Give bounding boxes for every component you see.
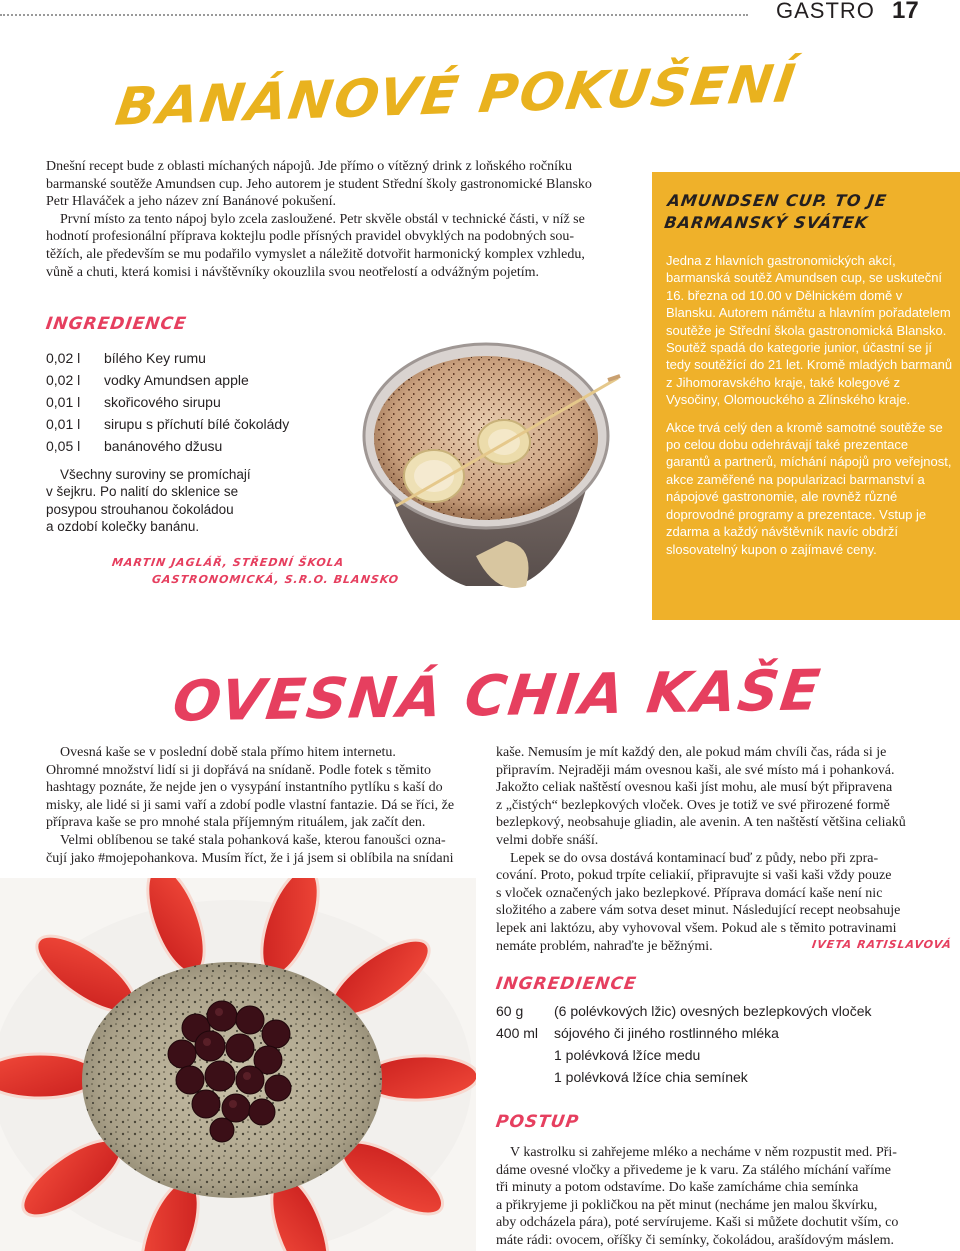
article1-author-line2: GASTRONOMICKÁ, S.R.O. BLANSKO — [151, 573, 400, 586]
section-label: GASTRO — [776, 0, 875, 23]
method-line: a ozdobí kolečky banánu. — [46, 519, 200, 535]
col1-line: příprava kaše se pro mnohé stala příjemným rituálem, jak začít den. — [46, 815, 426, 831]
ingredient-row — [46, 435, 289, 457]
article2-author: IVETA RATISLAVOVÁ — [811, 938, 953, 951]
ingredient-list-2 — [496, 1000, 871, 1088]
ingredient-item: (6 polévkových lžic) ovesných bezlepkových vloček — [554, 1003, 872, 1019]
ingredients-heading-2: INGREDIENCE — [494, 974, 638, 994]
col1-line: misky, ale lidé si ji sami vaří a zdobí podle vlastní fantazie. Dá se říci, že — [46, 797, 455, 813]
ingredient-row — [46, 347, 289, 369]
ingredient-qty: 60 g — [496, 1003, 524, 1019]
sidebar-title — [663, 190, 889, 234]
postup-line: máte rádi: ovocem, oříšky či semínky, čokoládou, arašídovým máslem. — [496, 1232, 894, 1248]
article2-title: OVESNÁ CHIA KAŠE — [169, 658, 825, 735]
article1-author-line1: MARTIN JAGLÁŘ, STŘEDNÍ ŠKOLA — [111, 556, 346, 569]
cocktail-photo — [336, 316, 636, 616]
ingredient-item: bílého Key rumu — [104, 350, 206, 366]
ingredient-row — [496, 1044, 871, 1066]
postup-text — [496, 1144, 916, 1250]
postup-line: a přikryjeme ji pokličkou na pět minut (necháme jen malou škvírku, — [496, 1197, 878, 1213]
ingredient-qty: 0,05 l — [46, 438, 81, 454]
ingredient-item: vodky Amundsen apple — [104, 372, 249, 388]
col2-line: bezlepkový, neobsahuje gliadin, ale avenin. A ten naštěstí většina celiaků — [496, 815, 906, 831]
body-line: První místo za tento nápoj bylo zcela zasloužené. Petr skvěle obstál v technické části, v níž se — [60, 211, 585, 227]
col1-line: Velmi oblíbenou se také stala pohanková kaše, kterou fanoušci ozna- — [60, 832, 446, 848]
postup-heading: POSTUP — [494, 1112, 581, 1132]
postup-line: dáme ovesné vločky a přivedeme je k varu. Za stálého míchání vaříme — [496, 1162, 891, 1178]
article2-column2 — [496, 744, 916, 955]
ingredient-item: banánového džusu — [104, 438, 223, 454]
sidebar-box — [652, 172, 960, 620]
col2-line: cování. Proto, pokud trpíte celiakií, připravujte si vaši kaši vždy pouze — [496, 868, 892, 884]
article1-method — [46, 466, 276, 536]
intro-line: barmanské soutěže Amundsen cup. Jeho autorem je student Střední školy gastronomické Blansko — [46, 176, 592, 192]
col2-line: Lepek se do ovsa dostává kontaminací buď z půdy, nebo při zpra- — [510, 850, 879, 866]
col2-line: s vloček označených jako bezlepkové. Příprava domácí kaše není nic — [496, 885, 883, 901]
ingredient-row — [46, 413, 289, 435]
col2-line: z „čistých“ bezlepkových vloček. Oves je totiž ve své přirozené formě — [496, 797, 890, 813]
article1-title: BANÁNOVÉ POKUŠENÍ — [111, 54, 801, 138]
intro-line: Petr Hlaváček a jeho název zní Banánové pokušení. — [46, 194, 337, 210]
sidebar-body — [666, 252, 954, 568]
sidebar-title-line: BARMANSKÝ SVÁTEK — [663, 213, 870, 232]
ingredient-qty: 0,01 l — [46, 394, 81, 410]
sidebar-paragraph: Jedna z hlavních gastronomických akcí, barmanská soutěž Amundsen cup, se uskuteční 16. března od 10.00 v Dělnickém domě v Blansku. Autorem námětu a hlavním pořadatelem soutěže je Střední škola gastronomická Blansko. Soutěž spadá do kategorie junior, účastní se jí tedy soutěžící do 21 let. Kromě mladých barmanů z Jihomoravského kraje, také kolegové z Vysočiny, Olomouckého a Zlínského kraje. — [666, 253, 953, 408]
body-line: těžích, ale především se mu podařilo vymyslet a náležitě dotvořit harmonický komplex vzhledu, — [46, 246, 585, 262]
porridge-photo — [0, 878, 476, 1251]
col2-line: kaše. Nemusím je mít každý den, ale pokud mám chvíli čas, ráda si je — [496, 745, 887, 760]
article2-column1 — [46, 744, 466, 867]
col1-line: hashtagy poznáte, že nejde jen o vysypání instantního pytlíku s kaší do — [46, 780, 443, 796]
ingredient-qty: 400 ml — [496, 1025, 539, 1041]
col1-line: Ovesná kaše se v poslední době stala přímo hitem internetu. — [60, 745, 396, 760]
col1-line: čují jako #mojepohankova. Musím říct, že i já jsem si oblíbila na snídani — [46, 850, 454, 866]
header-rule — [0, 14, 748, 16]
ingredient-list — [46, 347, 289, 457]
ingredients-heading: INGREDIENCE — [44, 314, 188, 334]
ingredient-row — [46, 391, 289, 413]
col2-line: Jakožto celiak naštěstí ovesnou kaši jíst mohu, ale musí být připravena — [496, 780, 893, 796]
sidebar-title-line: AMUNDSEN CUP. TO JE — [666, 191, 889, 210]
ingredient-item: 1 polévková lžíce chia semínek — [554, 1069, 748, 1085]
col2-line: velmi dobře snáší. — [496, 832, 599, 848]
postup-line: aby odcházela pára), poté servírujeme. Kaši si můžete dochutit vším, co — [496, 1215, 899, 1231]
col1-line: Ohromné množství lidí si ji dopřává na snídaně. Podle fotek s těmito — [46, 762, 431, 778]
body-line: hodnotí profesionální příprava koktejlu podle přísných pravidel obvyklých na podobných sou- — [46, 229, 575, 245]
page-number: 17 — [892, 0, 919, 24]
method-line: Všechny suroviny se promíchají — [60, 467, 251, 482]
ingredient-row — [496, 1000, 871, 1022]
ingredient-qty: 0,01 l — [46, 416, 81, 432]
method-line: v šejkru. Po nalití do sklenice se — [46, 484, 239, 500]
ingredient-qty: 0,02 l — [46, 350, 81, 366]
ingredient-row — [496, 1022, 871, 1044]
intro-line: Dnešní recept bude z oblasti míchaných nápojů. Jde přímo o vítězný drink z loňského ročníku — [46, 159, 573, 174]
ingredient-qty: 0,02 l — [46, 372, 81, 388]
article1-intro — [46, 158, 612, 281]
ingredient-item: sirupu s příchutí bílé čokolády — [104, 416, 290, 432]
ingredient-item: 1 polévková lžíce medu — [554, 1047, 701, 1063]
body-line: vůně a chuti, která komisi i návštěvníky okouzlila svou neotřelostí a odvážným pojetím. — [46, 264, 540, 280]
col2-line: připravím. Nejraději mám ovesnou kaši, ale své místo má i pohanková. — [496, 762, 895, 778]
col2-line: nemáte problém, nahraďte je běžnými. — [496, 938, 713, 954]
postup-line: tři minuty a potom odstavíme. Do kaše zamícháme chia semínka — [496, 1180, 859, 1196]
ingredient-item: sójového či jiného rostlinného mléka — [554, 1025, 779, 1041]
col2-line: lepek ani laktózu, aby vyhovoval všem. Pokud ale s těmito potravinami — [496, 920, 897, 936]
ingredient-row — [496, 1066, 871, 1088]
method-line: posypou strouhanou čokoládou — [46, 501, 234, 517]
col2-line: složitého a zabere vám sotva deset minut. Následující recept neobsahuje — [496, 903, 901, 919]
ingredient-row — [46, 369, 289, 391]
sidebar-paragraph: Akce trvá celý den a kromě samotné soutěže se po celou dobu odehrávají také prezentace garantů a partnerů, míchání nápojů pro veřejnost, akce zaměřené na popularizaci barmanství a nápojové gastronomie, ale rovněž různé doprovodné programy a prezentace. Vstup je zdarma a každý návštěvník navíc obdrží slosovatelný kupon o zajímavé ceny. — [666, 419, 952, 557]
postup-line: V kastrolku si zahřejeme mléko a necháme v něm rozpustit med. Při- — [510, 1145, 897, 1160]
ingredient-item: skořicového sirupu — [104, 394, 221, 410]
